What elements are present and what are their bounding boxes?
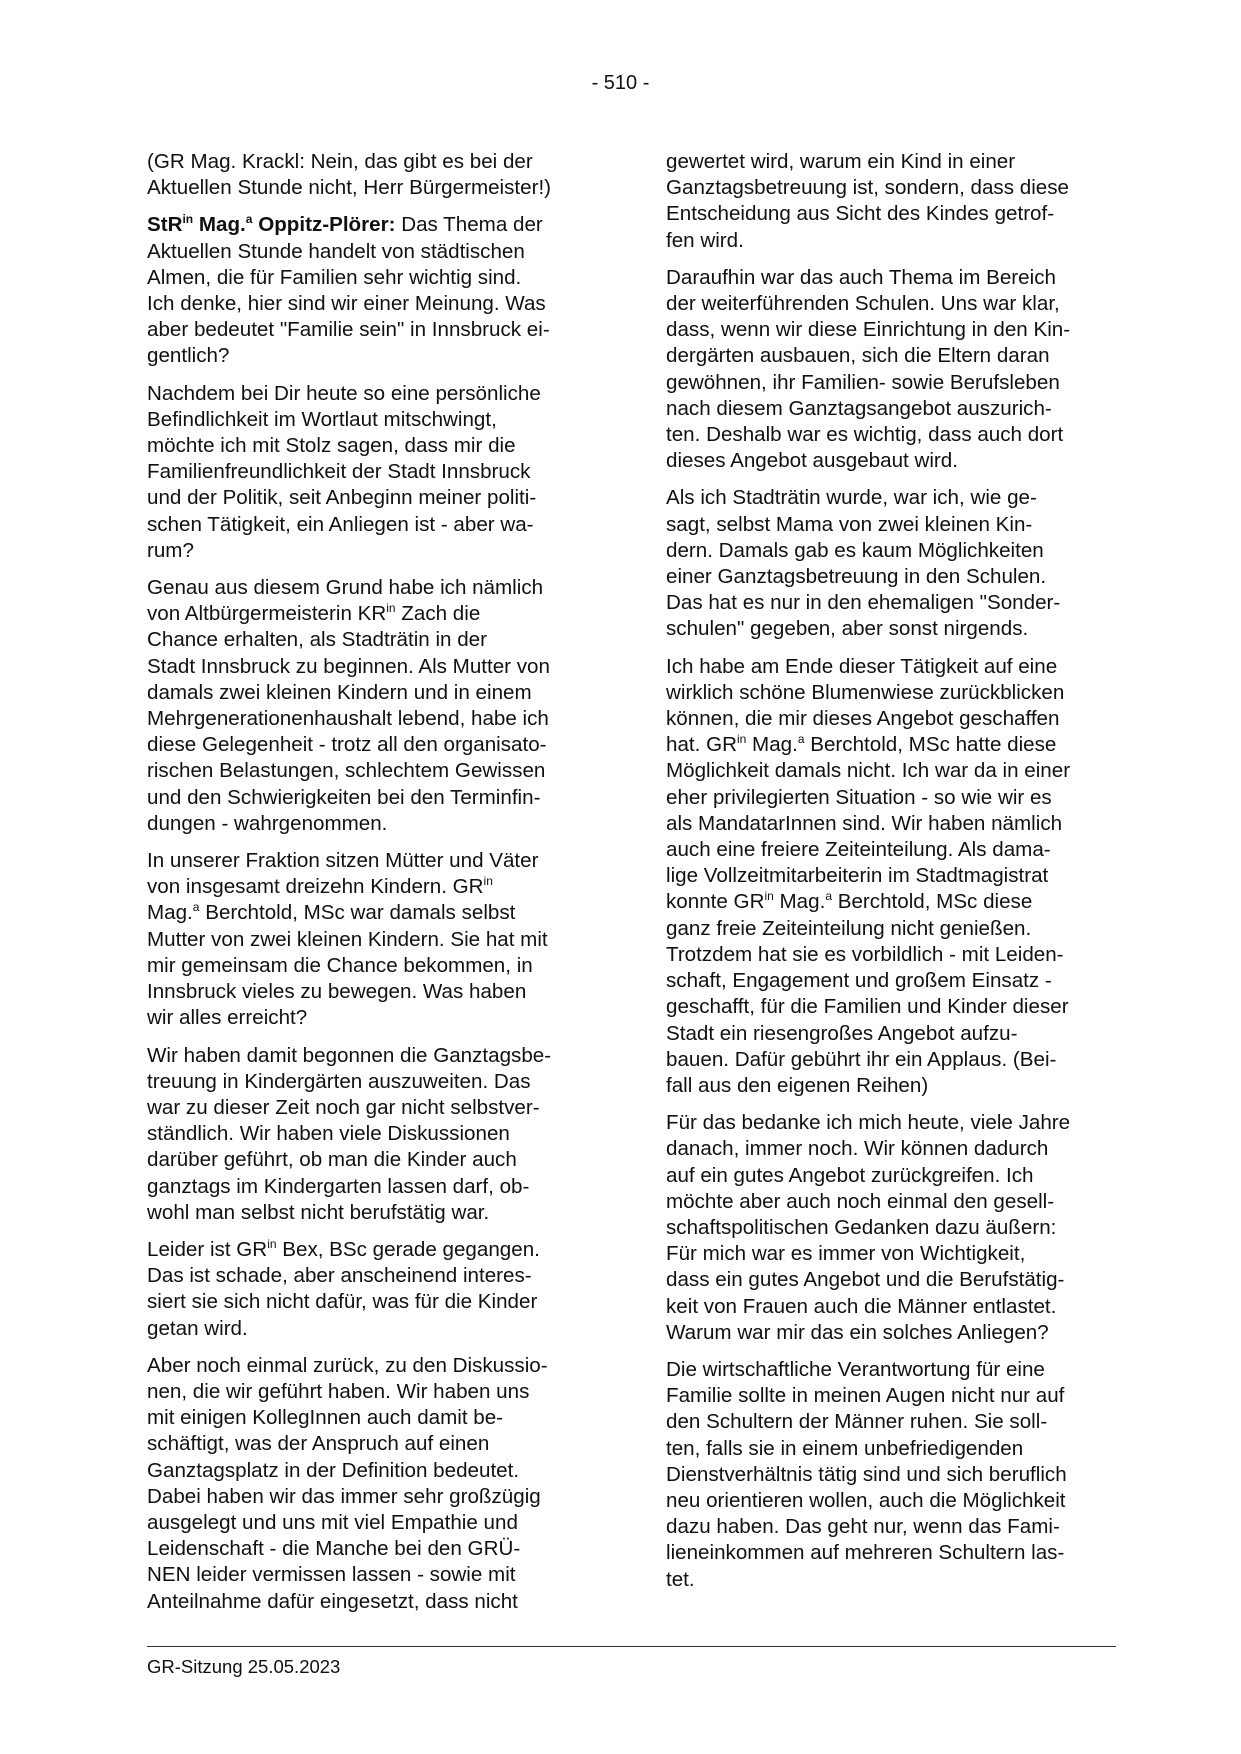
paragraph <box>147 1043 603 1226</box>
text-line: nach diesem Ganztagsangebot auszurich- <box>666 396 1052 420</box>
text-line: mit einigen KollegInnen auch damit be- <box>147 1406 504 1430</box>
text-line: auf ein gutes Angebot zurückgreifen. Ich <box>666 1163 1034 1187</box>
text-line: Trotzdem hat sie es vorbildlich - mit Leiden- <box>666 942 1064 966</box>
text-line: tet. <box>666 1567 695 1591</box>
text-line: diese Gelegenheit - trotz all den organisato- <box>147 733 547 757</box>
text-line: Aber noch einmal zurück, zu den Diskussio- <box>147 1353 548 1377</box>
speaker-name: StR$^{in}$ Mag.$^a$ Oppitz-Plörer: <box>147 212 396 237</box>
text-line: Stadt Innsbruck zu beginnen. Als Mutter von <box>147 654 550 678</box>
paragraph <box>147 149 603 201</box>
paragraph <box>666 149 1122 254</box>
text-line: Leider ist $GR^{in}$ Bex, BSc gerade gegangen. <box>147 1236 540 1261</box>
text-line: geschafft, für die Familien und Kinder dieser <box>666 995 1069 1019</box>
text-line: Ganztagsplatz in der Definition bedeutet. <box>147 1458 520 1482</box>
text-line: Aktuellen Stunde handelt von städtischen <box>147 239 525 263</box>
text-line: nen, die wir geführt haben. Wir haben uns <box>147 1379 530 1403</box>
text-line: konnte $GR^{in}$ Mag.$^a$ Berchtold, MSc diese <box>666 889 1033 914</box>
text-line: Mutter von zwei kleinen Kindern. Sie hat mit <box>147 927 548 951</box>
text-line: gewertet wird, warum ein Kind in einer <box>666 150 1016 173</box>
paragraph <box>666 1357 1122 1593</box>
text-line: Warum war mir das ein solches Anliegen? <box>666 1320 1049 1344</box>
paragraph <box>147 848 603 1031</box>
text-line: wirklich schöne Blumenwiese zurückblicken <box>666 680 1065 704</box>
text-line: der weiterführenden Schulen. Uns war klar, <box>666 292 1060 316</box>
text-line: darüber geführt, ob man die Kinder auch <box>147 1148 517 1172</box>
text-line: Für das bedanke ich mich heute, viele Jahre <box>666 1111 1071 1135</box>
text-line: ausgelegt und uns mit viel Empathie und <box>147 1510 518 1534</box>
paragraph <box>147 381 603 564</box>
text-line: dass ein gutes Angebot und die Berufstätig- <box>666 1268 1065 1292</box>
text-line: Mehrgenerationenhaushalt lebend, habe ich <box>147 707 549 731</box>
text-line: Ganztagsbetreuung ist, sondern, dass diese <box>666 176 1069 200</box>
text-line: treuung in Kindergärten auszuweiten. Das <box>147 1069 531 1093</box>
text-line: möchte ich mit Stolz sagen, dass mir die <box>147 434 516 458</box>
paragraph <box>666 485 1122 642</box>
text-line: dergärten ausbauen, sich die Eltern daran <box>666 344 1050 368</box>
text-line: rischen Belastungen, schlechtem Gewissen <box>147 759 546 783</box>
text-line: siert sie sich nicht dafür, was für die Kinder <box>147 1290 538 1314</box>
text-line: lieneinkommen auf mehreren Schultern las- <box>666 1541 1065 1565</box>
text-line: Genau aus diesem Grund habe ich nämlich <box>147 576 544 600</box>
text-line: eher privilegierten Situation - so wie wir es <box>666 785 1052 809</box>
text-line: dass, wenn wir diese Einrichtung in den Kin- <box>666 318 1071 342</box>
text-line: war zu dieser Zeit noch gar nicht selbstver- <box>147 1095 540 1119</box>
paragraph <box>666 654 1122 1099</box>
paragraph <box>147 1237 603 1342</box>
text-line: und den Schwierigkeiten bei den Terminfin- <box>147 785 541 809</box>
paragraph <box>147 575 603 837</box>
text-line: und der Politik, seit Anbeginn meiner politi- <box>147 486 537 510</box>
text-line: schulen" gegeben, aber sonst nirgends. <box>666 617 1029 641</box>
text-line: einer Ganztagsbetreuung in den Schulen. <box>666 565 1047 589</box>
text-line: rum? <box>147 538 194 562</box>
text-line: wohl man selbst nicht berufstätig war. <box>147 1200 490 1224</box>
text-line: neu orientieren wollen, auch die Möglichkeit <box>666 1488 1066 1512</box>
text-line: aber bedeutet "Familie sein" in Innsbruck ei- <box>147 318 550 342</box>
text-line: lige Vollzeitmitarbeiterin im Stadtmagistrat <box>666 864 1049 888</box>
paragraph <box>666 265 1122 475</box>
text-line: danach, immer noch. Wir können dadurch <box>666 1137 1049 1161</box>
text-line: Befindlichkeit im Wortlaut mitschwingt, <box>147 407 497 431</box>
text-line: Ich habe am Ende dieser Tätigkeit auf eine <box>666 654 1058 678</box>
text-line: damals zwei kleinen Kindern und in einem <box>147 680 532 704</box>
text-line: als MandatarInnen sind. Wir haben nämlich <box>666 811 1063 835</box>
left-column <box>147 149 603 1626</box>
text-line: Möglichkeit damals nicht. Ich war da in einer <box>666 759 1071 783</box>
text-line: Als ich Stadträtin wurde, war ich, wie ge- <box>666 486 1037 510</box>
text-line: wir alles erreicht? <box>147 1006 308 1030</box>
text-line: Dabei haben wir das immer sehr großzügig <box>147 1484 541 1508</box>
superscript: a <box>192 900 200 915</box>
text-line: keit von Frauen auch die Männer entlastet. <box>666 1294 1057 1318</box>
page-number: - 510 - <box>591 72 650 94</box>
superscript: in <box>386 601 396 616</box>
text-line: getan wird. <box>147 1316 248 1340</box>
text-line: den Schultern der Männer ruhen. Sie soll- <box>666 1410 1048 1434</box>
text-line: dieses Angebot ausgebaut wird. <box>666 449 958 473</box>
paragraph <box>666 1110 1122 1346</box>
text-line: schaft, Engagement und großem Einsatz - <box>666 969 1052 993</box>
text-line: dern. Damals gab es kaum Möglichkeiten <box>666 538 1044 562</box>
text-line: bauen. Dafür gebührt ihr ein Applaus. (Bei- <box>666 1047 1057 1071</box>
text-line: sagt, selbst Mama von zwei kleinen Kin- <box>666 512 1033 536</box>
text-line: Für mich war es immer von Wichtigkeit, <box>666 1242 1026 1266</box>
superscript: in <box>267 1236 277 1251</box>
text-line: Das hat es nur in den ehemaligen "Sonder- <box>666 591 1061 615</box>
text-line: ten. Deshalb war es wichtig, dass auch dort <box>666 423 1064 447</box>
footer-session-date: GR-Sitzung 25.05.2023 <box>147 1656 341 1677</box>
text-line: Familie sollte in meinen Augen nicht nur auf <box>666 1384 1065 1408</box>
text-line: Anteilnahme dafür eingesetzt, dass nicht <box>147 1589 518 1613</box>
text-line: Entscheidung aus Sicht des Kindes getrof- <box>666 202 1055 226</box>
text-line: Dienstverhältnis tätig sind und sich beruflich <box>666 1462 1067 1486</box>
text-line: fen wird. <box>666 228 744 252</box>
text-line: Die wirtschaftliche Verantwortung für eine <box>666 1357 1045 1381</box>
text-line: Chance erhalten, als Stadträtin in der <box>147 628 487 652</box>
paragraph <box>147 212 603 369</box>
text-line: Aktuellen Stunde nicht, Herr Bürgermeister!) <box>147 176 552 200</box>
text-line: StR$^{in}$ Mag.$^a$ Oppitz-Plörer: Das Thema der <box>147 212 543 237</box>
text-line: Nachdem bei Dir heute so eine persönliche <box>147 381 541 405</box>
text-line: Ich denke, hier sind wir einer Meinung. Was <box>147 292 546 316</box>
text-line: schen Tätigkeit, ein Anliegen ist - aber wa- <box>147 512 534 536</box>
text-line: (GR Mag. Krackl: Nein, das gibt es bei der <box>147 150 533 173</box>
text-line: Mag.$^a$ Berchtold, MSc war damals selbst <box>147 900 516 925</box>
text-line: können, die mir dieses Angebot geschaffen <box>666 707 1060 731</box>
text-line: ten, falls sie in einem unbefriedigenden <box>666 1436 1024 1460</box>
text-line: Familienfreundlichkeit der Stadt Innsbruck <box>147 460 531 484</box>
text-line: fall aus den eigenen Reihen) <box>666 1073 929 1097</box>
text-line: schäftigt, was der Anspruch auf einen <box>147 1432 490 1456</box>
text-line: Almen, die für Familien sehr wichtig sind. <box>147 265 522 289</box>
text-line: hat. $GR^{in}$ Mag.$^a$ Berchtold, MSc hatte diese <box>666 732 1057 757</box>
text-line: Wir haben damit begonnen die Ganztagsbe- <box>147 1043 552 1067</box>
text-line: NEN leider vermissen lassen - sowie mit <box>147 1563 516 1587</box>
text-line: gewöhnen, ihr Familien- sowie Berufsleben <box>666 370 1060 394</box>
text-line: von Altbürgermeisterin $KR^{in}$ Zach die <box>147 601 481 626</box>
text-line: dazu haben. Das geht nur, wenn das Fami- <box>666 1515 1060 1539</box>
text-line: dungen - wahrgenommen. <box>147 811 388 835</box>
text-line: gentlich? <box>147 344 230 368</box>
text-line: Stadt ein riesengroßes Angebot aufzu- <box>666 1021 1018 1045</box>
text-line: von insgesamt dreizehn Kindern. $GR^{in}$ <box>147 874 493 899</box>
text-line: Daraufhin war das auch Thema im Bereich <box>666 265 1056 289</box>
text-line: mir gemeinsam die Chance bekommen, in <box>147 953 533 977</box>
superscript: in <box>764 889 774 904</box>
text-line: Innsbruck vieles zu bewegen. Was haben <box>147 980 527 1004</box>
text-line: ganztags im Kindergarten lassen darf, ob- <box>147 1174 530 1198</box>
superscript: in <box>736 732 747 747</box>
superscript: in <box>483 874 493 889</box>
text-line: schaftspolitischen Gedanken dazu äußern: <box>666 1215 1057 1239</box>
superscript: a <box>825 889 832 904</box>
text-line: ganz freie Zeiteinteilung nicht genießen. <box>666 916 1032 940</box>
paragraph <box>147 1353 603 1615</box>
text-line: ständlich. Wir haben viele Diskussionen <box>147 1122 510 1146</box>
text-line: auch eine freiere Zeiteinteilung. Als dama- <box>666 838 1051 862</box>
footer-divider <box>147 1646 1116 1647</box>
superscript: a <box>797 732 805 747</box>
text-line: Leidenschaft - die Manche bei den GRÜ- <box>147 1537 521 1561</box>
text-line: möchte aber auch noch einmal den gesell- <box>666 1189 1055 1213</box>
text-line: In unserer Fraktion sitzen Mütter und Väter <box>147 849 539 873</box>
text-line: Das ist schade, aber anscheinend interes- <box>147 1264 532 1288</box>
right-column <box>666 149 1122 1604</box>
